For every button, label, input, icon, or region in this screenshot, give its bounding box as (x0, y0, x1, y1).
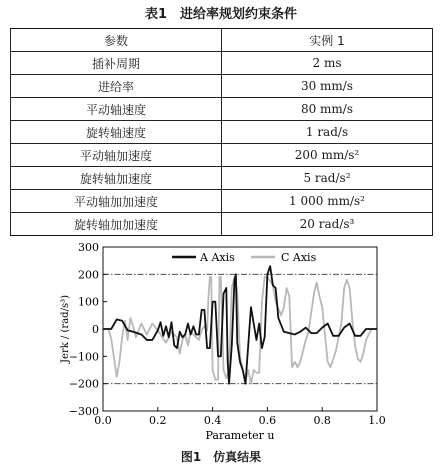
param-cell: 旋转轴加加速度 (11, 213, 222, 236)
param-cell: 平动轴速度 (11, 98, 222, 121)
value-cell: 2 ms (222, 52, 433, 75)
param-cell: 旋转轴速度 (11, 121, 222, 144)
value-cell: 1 rad/s (222, 121, 433, 144)
value-cell: 80 mm/s (222, 98, 433, 121)
table-row (11, 144, 433, 167)
figure-caption: 图1 仿真结果 (180, 450, 262, 464)
header-param: 参数 (11, 29, 222, 52)
x-axis-label: Parameter u (205, 429, 275, 442)
value-cell: 200 mm/s² (222, 144, 433, 167)
param-cell: 平动轴加速度 (11, 144, 222, 167)
x-tick-label: 0.8 (313, 414, 331, 427)
table-row (11, 52, 433, 75)
figure (0, 238, 442, 466)
param-cell: 插补周期 (11, 52, 222, 75)
x-tick-label: 0.4 (203, 414, 222, 427)
y-tick-label: 0 (92, 323, 99, 336)
table-header-row (11, 29, 433, 52)
table-row (11, 75, 433, 98)
param-cell: 平动轴加加速度 (11, 190, 222, 213)
y-tick-label: −100 (68, 350, 99, 364)
table-row (11, 98, 433, 121)
table-row (11, 121, 433, 144)
y-tick-label: 100 (78, 295, 99, 309)
series-a-axis (103, 266, 377, 384)
x-tick-label: 0.2 (149, 414, 167, 427)
value-cell: 30 mm/s (222, 75, 433, 98)
jerk-chart (0, 238, 442, 448)
param-cell: 进给率 (11, 75, 222, 98)
y-tick-label: −300 (68, 405, 99, 418)
legend-label-c: C Axis (281, 251, 317, 264)
y-axis-label: Jerk / (rad/s³) (60, 295, 71, 363)
value-cell: 5 rad/s² (222, 167, 433, 190)
table-row (11, 190, 433, 213)
y-tick-label: 200 (78, 268, 99, 282)
header-value: 实例 1 (222, 29, 433, 52)
param-cell: 旋转轴加速度 (11, 167, 222, 190)
table-row (11, 167, 433, 190)
value-cell: 20 rad/s³ (222, 213, 433, 236)
y-tick-label: −200 (68, 377, 99, 391)
constraints-table (10, 28, 433, 236)
x-tick-label: 0.0 (94, 414, 112, 427)
value-cell: 1 000 mm/s² (222, 190, 433, 213)
legend-label-a: A Axis (200, 251, 235, 264)
table-row (11, 213, 433, 236)
series-c-axis (103, 277, 377, 384)
table-caption: 表1 进给率规划约束条件 (144, 7, 298, 22)
x-tick-label: 1.0 (368, 414, 386, 427)
x-tick-label: 0.6 (258, 414, 277, 427)
y-tick-label: 300 (78, 241, 99, 254)
